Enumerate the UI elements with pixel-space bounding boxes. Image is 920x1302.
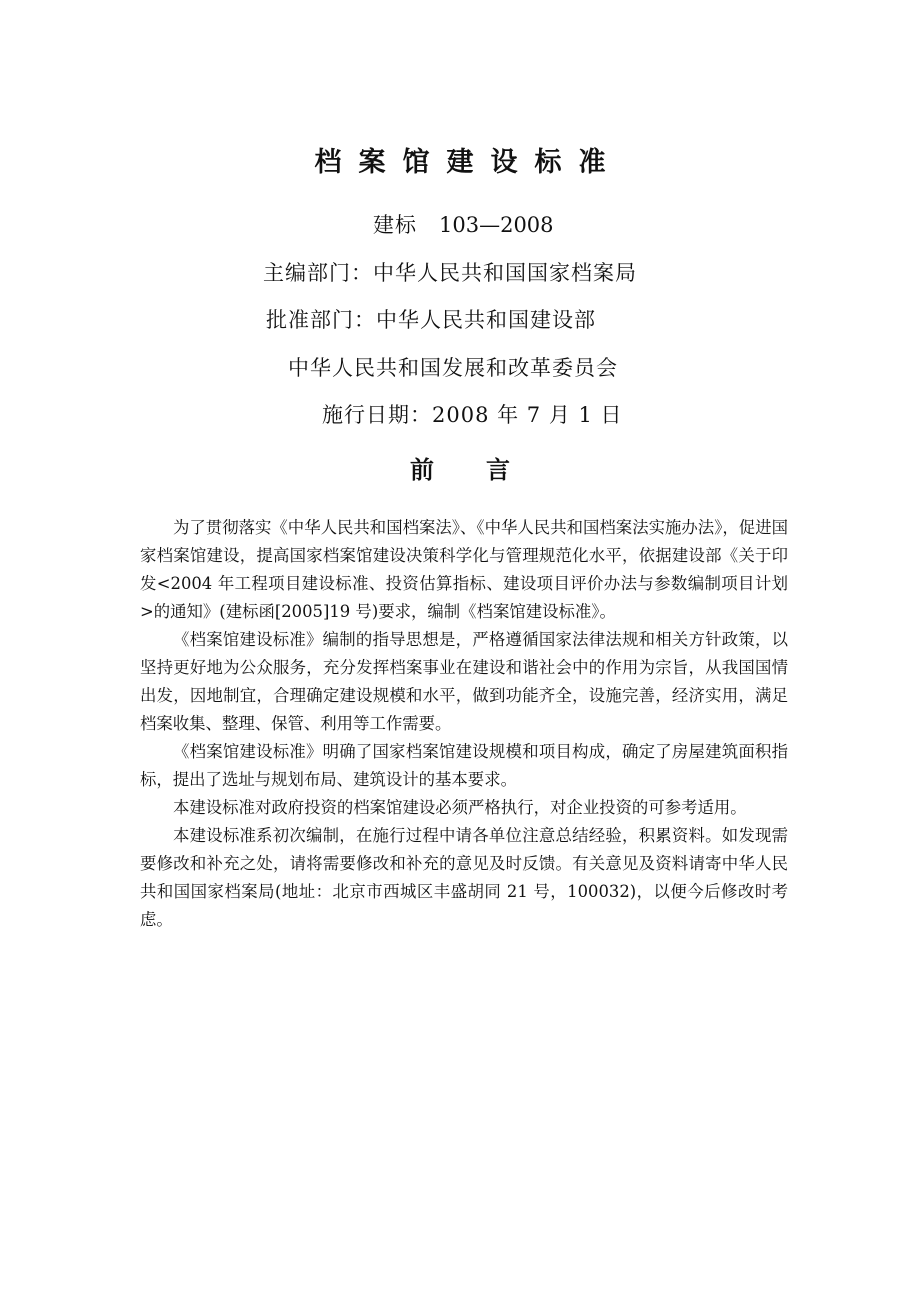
preface-body [140, 514, 788, 934]
preface-paragraph: 为了贯彻落实《中华人民共和国档案法》、《中华人民共和国档案法实施办法》，促进国家档案馆建设，提高国家档案馆建设决策科学化与管理规范化水平，依据建设部《关于印发<2004 年工程项目建设标准、投资估算指标、建设项目评价办法与参数编制项目计划>的通知》(建标函[2005]19 号)要求，编制《档案馆建设标准》。 [140, 518, 788, 621]
preface-paragraph: 本建设标准对政府投资的档案馆建设必须严格执行，对企业投资的可参考适用。 [173, 798, 747, 817]
preface-paragraph: 本建设标准系初次编制，在施行过程中请各单位注意总结经验，积累资料。如发现需要修改和补充之处，请将需要修改和补充的意见及时反馈。有关意见及资料请寄中华人民共和国国家档案局(地址：北京市西城区丰盛胡同 21 号，100032)，以便今后修改时考虑。 [140, 826, 788, 929]
standard-code [373, 211, 554, 239]
standard-code-label: 建标 [373, 213, 417, 237]
approving-department: 批准部门：中华人民共和国建设部 [266, 308, 596, 332]
approving-department-second: 中华人民共和国发展和改革委员会 [288, 356, 618, 380]
editor-department: 主编部门：中华人民共和国国家档案局 [263, 261, 637, 285]
preface-paragraph: 《档案馆建设标准》明确了国家档案馆建设规模和项目构成，确定了房屋建筑面积指标，提出了选址与规划布局、建筑设计的基本要求。 [140, 742, 788, 789]
preface-paragraph: 《档案馆建设标准》编制的指导思想是，严格遵循国家法律法规和相关方针政策，以坚持更好地为公众服务，充分发挥档案事业在建设和谐社会中的作用为宗旨，从我国国情出发，因地制宜，合理确定建设规模和水平，做到功能齐全，设施完善，经济实用，满足档案收集、整理、保管、利用等工作需要。 [140, 630, 788, 733]
effective-date: 施行日期：2008 年 7 月 1 日 [322, 403, 623, 427]
document-title: 档案馆建设标准 [314, 147, 623, 178]
standard-code-number: 103—2008 [439, 213, 554, 237]
preface-heading: 前言 [410, 456, 562, 484]
